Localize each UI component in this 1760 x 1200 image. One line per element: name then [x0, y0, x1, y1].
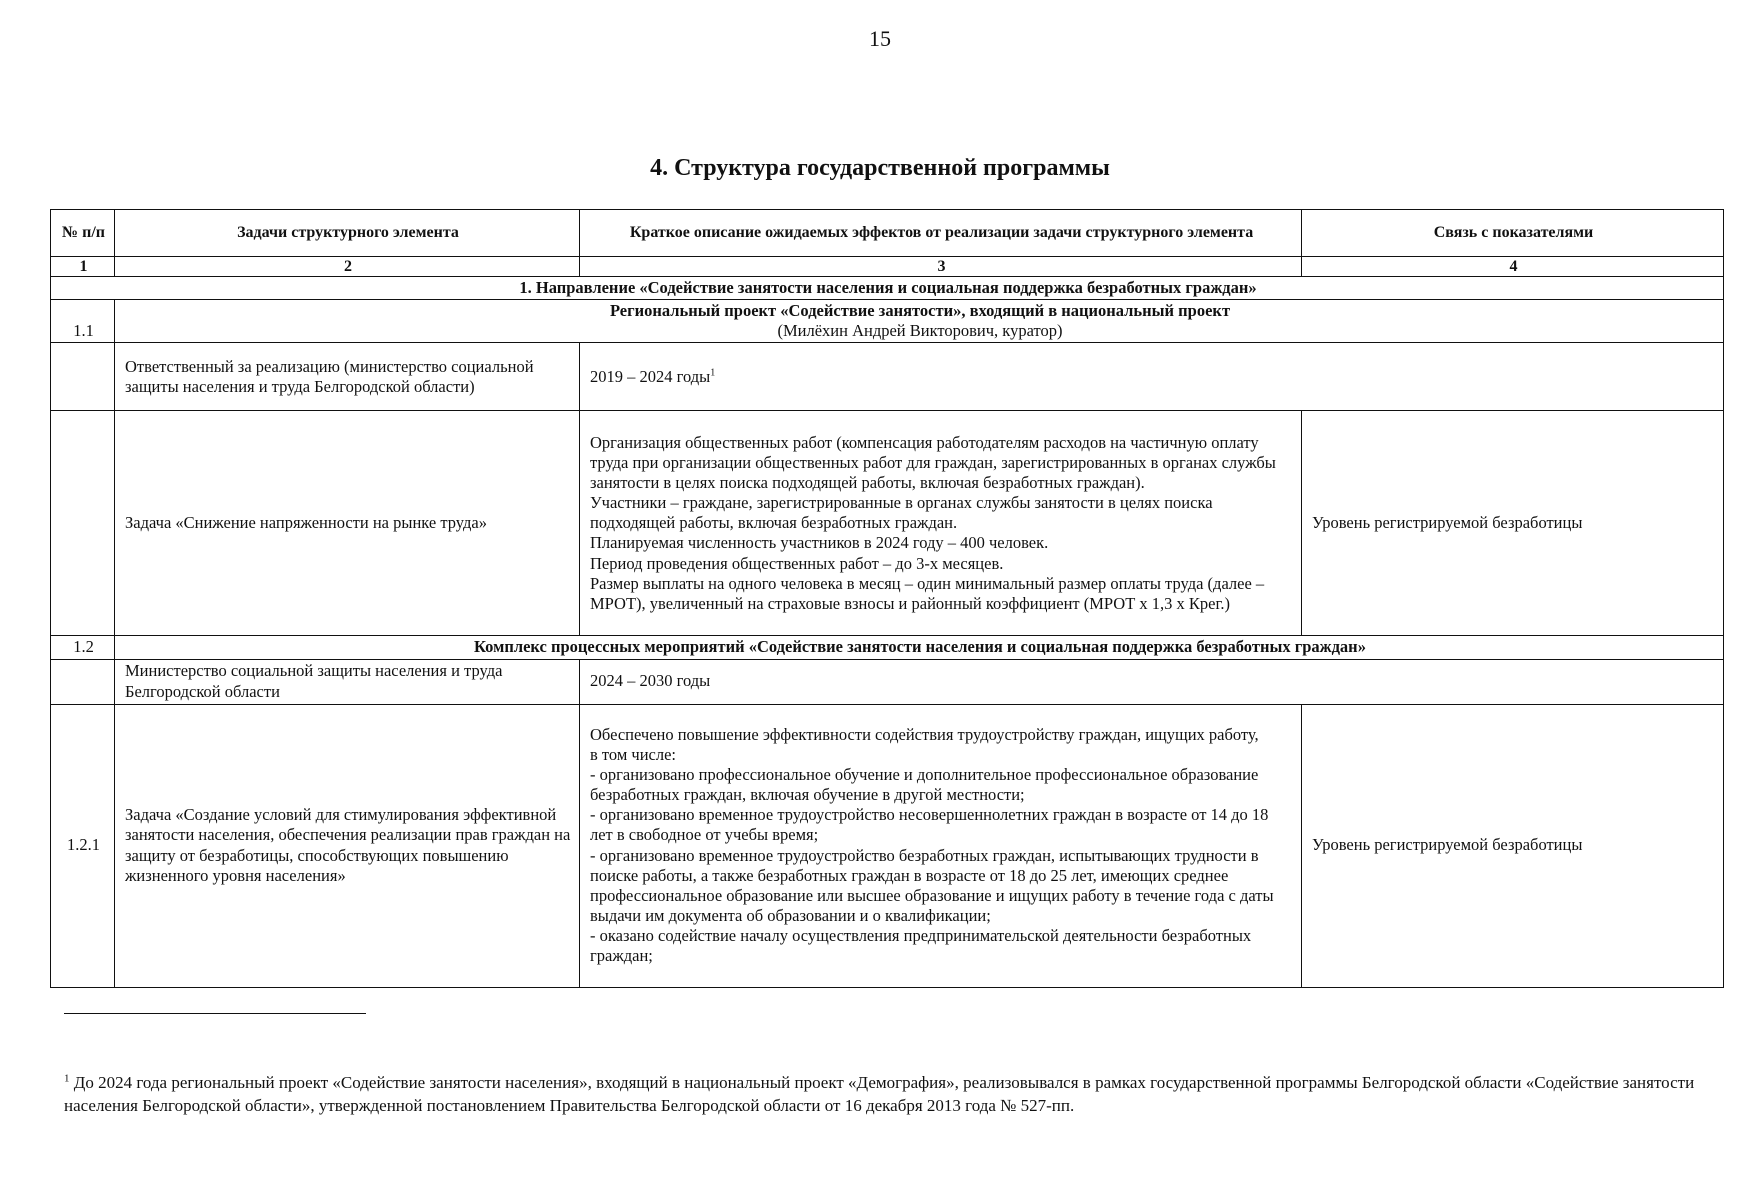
row-number: 1.2 [51, 636, 115, 659]
section-title: 1. Направление «Содействие занятости населения и социальная поддержка безработных граждан» [51, 277, 1724, 300]
ministry-row [51, 659, 1724, 704]
structure-table [50, 209, 1724, 988]
indicator-cell: Уровень регистрируемой безработицы [1302, 411, 1724, 636]
empty-cell [51, 659, 115, 704]
footnote-text: До 2024 года региональный проект «Содействие занятости населения», входящий в национальный проект «Демография», реализовывался в рамках государственной программы Белгородской области «Содействие занятости населения Белгородской области», утвержденной постановлением Правительства Белгородской области от 16 декабря 2013 года № 527-пп. [64, 1073, 1695, 1115]
footnote-ref: 1 [710, 367, 716, 379]
responsible-row [51, 343, 1724, 411]
page-number: 15 [869, 26, 891, 51]
column-number: 1 [51, 257, 115, 277]
column-number: 2 [115, 257, 580, 277]
header-row [51, 210, 1724, 257]
ministry-label: Министерство социальной защиты населения и труда Белгородской области [115, 659, 580, 704]
task-description: Задача «Снижение напряженности на рынке труда» [115, 411, 580, 636]
effect-item: - организовано временное трудоустройство безработных граждан, испытывающих трудности в поиске работы, а также безработных граждан в возрасте от 18 до 25 лет, имеющих среднее профессиональное образование или высшее образование и ищущих работу в течение года с даты выдачи им документа об образовании и о квалификации; [590, 845, 1274, 925]
effect-item: - организовано профессиональное обучение и дополнительное профессиональное образование безработных граждан, включая обучение в другой местности; [590, 765, 1259, 805]
task-row [51, 411, 1724, 636]
effect-item: Организация общественных работ (компенсация работодателям расходов на частичную оплату труда при организации общественных работ для граждан, зарегистрированных в органах службы занятости в целях поиска подходящей работы, включая безработных граждан). [590, 432, 1276, 493]
row-number: 1.1 [51, 300, 115, 343]
header-tasks: Задачи структурного элемента [115, 210, 580, 257]
empty-cell [51, 343, 115, 411]
section-row [51, 277, 1724, 300]
column-number: 3 [580, 257, 1302, 277]
effect-item: Планируемая численность участников в 2024 году – 400 человек. [590, 533, 1049, 553]
effects-cell [580, 411, 1302, 636]
responsible-period: 2019 – 2024 годы [590, 366, 711, 386]
project-cell [115, 300, 1724, 343]
task-description: Задача «Создание условий для стимулирования эффективной занятости населения, обеспечения реализации прав граждан на защиту от безработицы, способствующих повышению жизненного уровня населения» [115, 704, 580, 987]
header-num: № п/п [51, 210, 115, 257]
footnote-marker: 1 [64, 1072, 70, 1085]
footnote-divider [64, 1013, 366, 1014]
ministry-period: 2024 – 2030 годы [580, 659, 1724, 704]
footnote [64, 1072, 1724, 1118]
effect-item: - организовано временное трудоустройство несовершеннолетних граждан в возрасте от 14 до 18 лет в свободное от учебы время; [590, 805, 1269, 845]
responsible-period-cell [580, 343, 1724, 411]
complex-title: Комплекс процессных мероприятий «Содействие занятости населения и социальная поддержка безработных граждан» [115, 636, 1724, 659]
column-number-row [51, 257, 1724, 277]
effect-item: в том числе: [590, 744, 677, 764]
page-title: 4. Структура государственной программы [650, 155, 1110, 181]
header-effects: Краткое описание ожидаемых эффектов от реализации задачи структурного элемента [580, 210, 1302, 257]
effect-item: Обеспечено повышение эффективности содействия трудоустройству граждан, ищущих работу, [590, 724, 1259, 744]
project-curator: (Милёхин Андрей Викторович, куратор) [777, 321, 1063, 341]
header-indicators: Связь с показателями [1302, 210, 1724, 257]
effect-item: Участники – граждане, зарегистрированные в органах службы занятости в целях поиска подходящей работы, включая безработных граждан. [590, 493, 1213, 533]
project-row [51, 300, 1724, 343]
effect-item: Период проведения общественных работ – до 3-х месяцев. [590, 553, 1004, 573]
column-number: 4 [1302, 257, 1724, 277]
complex-row [51, 636, 1724, 659]
task-row [51, 704, 1724, 987]
project-title: Региональный проект «Содействие занятости», входящий в национальный проект [609, 301, 1231, 321]
effect-item: Размер выплаты на одного человека в месяц – один минимальный размер оплаты труда (далее – МРОТ), увеличенный на страховые взносы и районный коэффициент (МРОТ х 1,3 х Крег.) [590, 573, 1265, 613]
indicator-cell: Уровень регистрируемой безработицы [1302, 704, 1724, 987]
effect-item: - оказано содействие началу осуществления предпринимательской деятельности безработных граждан; [590, 926, 1252, 966]
responsible-label: Ответственный за реализацию (министерство социальной защиты населения и труда Белгородской области) [115, 343, 580, 411]
effects-cell [580, 704, 1302, 987]
row-number: 1.2.1 [51, 704, 115, 987]
empty-cell [51, 411, 115, 636]
